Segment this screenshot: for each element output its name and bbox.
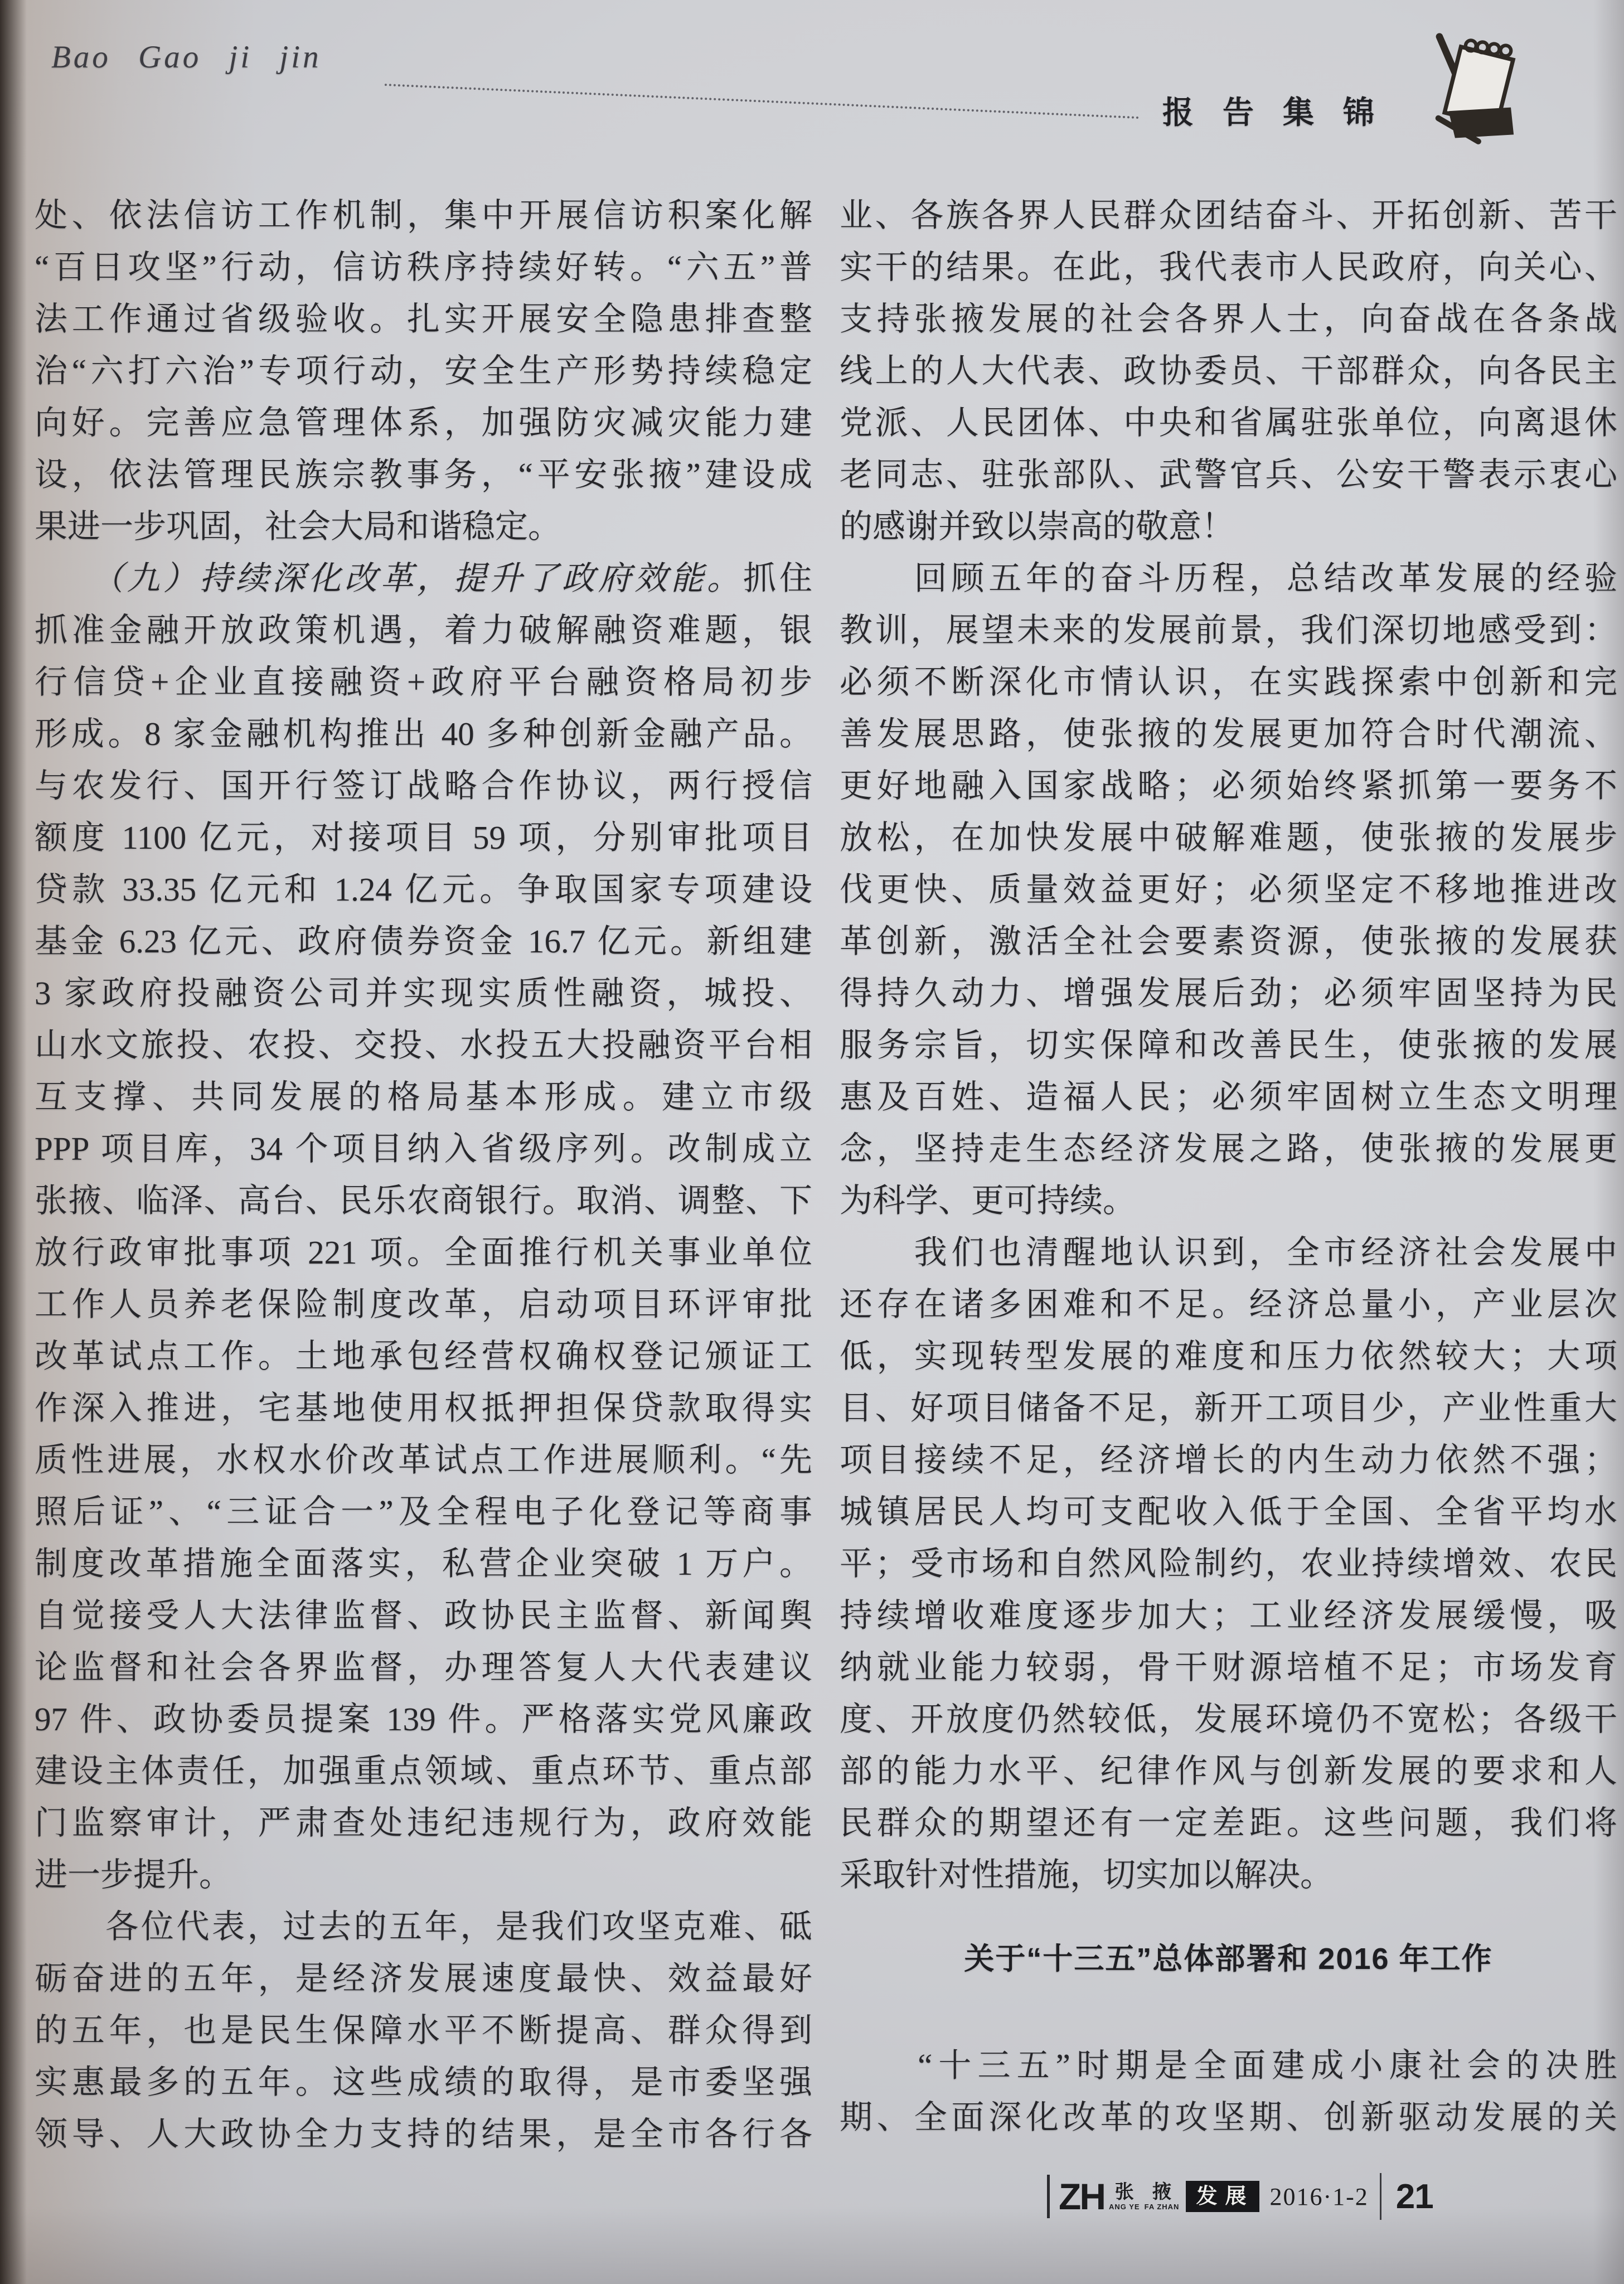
text-line: 期、全面深化改革的攻坚期、创新驱动发展的关 [840, 2099, 1617, 2136]
text-line: 领导、人大政协全力支持的结果，是全市各行各 [35, 2116, 812, 2152]
text-line: 念，坚持走生态经济发展之路，使张掖的发展更 [840, 1130, 1617, 1167]
journal-logo-box: 发展 [1186, 2181, 1259, 2212]
text-line: 还存在诸多困难和不足。经济总量小，产业层次 [840, 1286, 1617, 1323]
text-line: 支持张掖发展的社会各界人士，向奋战在各条战 [840, 301, 1617, 337]
text-line: 放行政审批事项 221 项。全面推行机关事业单位 [35, 1234, 812, 1271]
text-line: 果进一步巩固，社会大局和谐稳定。 [35, 508, 561, 545]
text-line: 城镇居民人均可支配收入低于全国、全省平均水 [840, 1493, 1617, 1530]
text-line: 向好。完善应急管理体系，加强防灾减灾能力建 [35, 404, 812, 441]
text-line: 照后证”、“三证合一”及全程电子化登记等商事 [35, 1493, 812, 1530]
text-line: 作深入推进，宅基地使用权抵押担保贷款取得实 [35, 1390, 812, 1426]
paragraph-lines [840, 190, 1617, 1901]
text-line: 工作人员养老保险制度改革，启动项目环评审批 [35, 1286, 812, 1323]
logo-pinyin: ANG YE [1108, 2203, 1140, 2211]
text-line: 业、各族各界人民群众团结奋斗、开拓创新、苦干 [840, 197, 1617, 234]
text-line: 善发展思路，使张掖的发展更加符合时代潮流、 [840, 715, 1617, 752]
page-number: 21 [1395, 2177, 1433, 2216]
text-line: 更好地融入国家战略；必须始终紧抓第一要务不 [840, 767, 1617, 804]
text-line: 持续增收难度逐步加大；工业经济发展缓慢，吸 [840, 1597, 1617, 1634]
journal-logo-char [1109, 2183, 1140, 2210]
text-line: 处、依法信访工作机制，集中开展信访积案化解 [35, 197, 812, 234]
text-line: 度、开放度仍然较低，发展环境仍不宽松；各级干 [840, 1701, 1617, 1738]
right-column [840, 190, 1617, 2143]
text-line: 改革试点工作。土地承包经营权确权登记颁证工 [35, 1338, 812, 1375]
logo-hanzi: 张 [1114, 2181, 1134, 2203]
text-line: 形成。8 家金融机构推出 40 多种创新金融产品。 [35, 715, 812, 752]
text-line: 回顾五年的奋斗历程，总结改革发展的经验 [840, 560, 1617, 597]
text-line: 为科学、更可持续。 [840, 1182, 1136, 1219]
text-line: 项目接续不足，经济增长的内生动力依然不强； [840, 1441, 1617, 1478]
text-line: 制度改革措施全面落实，私营企业突破 1 万户。 [35, 1545, 812, 1582]
text-line: 教训，展望未来的发展前景，我们深切地感受到： [840, 612, 1617, 649]
text-line: 目、好项目储备不足，新开工项目少，产业性重大 [840, 1390, 1617, 1426]
text-line: 97 件、政协委员提案 139 件。严格落实党风廉政 [35, 1701, 812, 1738]
text-line: 平；受市场和自然风险制约，农业持续增效、农民 [840, 1545, 1617, 1582]
text-line: 与农发行、国开行签订战略合作协议，两行授信 [35, 767, 812, 804]
text-line: 实干的结果。在此，我代表市人民政府，向关心、 [840, 249, 1617, 286]
text-line: 基金 6.23 亿元、政府债券资金 16.7 亿元。新组建 [35, 923, 812, 960]
text-line: 伐更快、质量效益更好；必须坚定不移地推进改 [840, 871, 1617, 908]
text-line: 质性进展，水权水价改革试点工作进展顺利。“先 [35, 1441, 812, 1478]
page-header-title: 报告集锦 [1162, 95, 1403, 130]
footer-divider-bar [1047, 2175, 1050, 2218]
text-line: 老同志、驻张部队、武警官兵、公安干警表示衷心 [840, 456, 1617, 493]
text-line: 惠及百姓、造福人民；必须牢固树立生态文明理 [840, 1078, 1617, 1115]
text-line: 山水文旅投、农投、交投、水投五大投融资平台相 [35, 1027, 812, 1063]
issue-number: 2016·1-2 [1269, 2183, 1369, 2210]
paragraph-lines [35, 190, 812, 2160]
text-line: 党派、人民团体、中央和省属驻张单位，向离退休 [840, 404, 1617, 441]
text-line: PPP 项目库，34 个项目纳入省级序列。改制成立 [35, 1130, 812, 1167]
paragraph-lines [840, 2040, 1617, 2143]
text-line: 3 家政府投融资公司并实现实质性融资，城投、 [35, 975, 812, 1012]
journal-logo-char [1145, 2183, 1180, 2210]
text-line: 采取针对性措施，切实加以解决。 [840, 1856, 1334, 1893]
text-line: 纳就业能力较弱，骨干财源培植不足；市场发育 [840, 1649, 1617, 1686]
text-line: 进一步提升。 [35, 1856, 232, 1893]
text-line: 治“六打六治”专项行动，安全生产形势持续稳定 [35, 352, 812, 389]
text-line: 各位代表，过去的五年，是我们攻坚克难、砥 [35, 1908, 812, 1945]
logo-hanzi: 掖 [1152, 2181, 1172, 2203]
text-line: 论监督和社会各界监督，办理答复人大代表建议 [35, 1649, 812, 1686]
text-line: 的五年，也是民生保障水平不断提高、群众得到 [35, 2012, 812, 2049]
dotted-divider [385, 84, 1140, 119]
text-line: 部的能力水平、纪律作风与创新发展的要求和人 [840, 1753, 1617, 1789]
kai-section-lead: （九）持续深化改革，提升了政府效能。 [35, 560, 743, 597]
text-line: 张掖、临泽、高台、民乐农商银行。取消、调整、下 [35, 1182, 812, 1219]
text-line: “百日攻坚”行动，信访秩序持续好转。“六五”普 [35, 249, 812, 286]
text-line: 互支撑、共同发展的格局基本形成。建立市级 [35, 1078, 812, 1115]
text-line: 额度 1100 亿元，对接项目 59 项，分别审批项目 [35, 819, 812, 856]
left-column [35, 190, 812, 2160]
text-line: 设，依法管理民族宗教事务，“平安张掖”建设成 [35, 456, 812, 493]
section-heading: 关于“十三五”总体部署和 2016 年工作 [964, 1942, 1493, 1976]
logo-pinyin: FA ZHAN [1144, 2203, 1180, 2211]
footer-divider-bar [1380, 2173, 1381, 2220]
text-line: 民群众的期望还有一定差距。这些问题，我们将 [840, 1804, 1617, 1841]
text-line: 建设主体责任，加强重点领域、重点环节、重点部 [35, 1753, 812, 1789]
text-line: 法工作通过省级验收。扎实开展安全隐患排查整 [35, 301, 812, 337]
text-line: “十三五”时期是全面建成小康社会的决胜 [840, 2047, 1617, 2084]
text-line: 服务宗旨，切实保障和改善民生，使张掖的发展 [840, 1027, 1617, 1063]
journal-logo-prefix: ZH [1059, 2176, 1104, 2217]
footer [1047, 2166, 1433, 2227]
text-line: 的感谢并致以崇高的敬意！ [840, 508, 1235, 545]
text-line: 必须不断深化市情认识，在实践探索中创新和完 [840, 664, 1617, 700]
text-line: 贷款 33.35 亿元和 1.24 亿元。争取国家专项建设 [35, 871, 812, 908]
text-line: 放松，在加快发展中破解难题，使张掖的发展步 [840, 819, 1617, 856]
text-line: 自觉接受人大法律监督、政协民主监督、新闻舆 [35, 1597, 812, 1634]
text-line: 行信贷+企业直接融资+政府平台融资格局初步 [35, 664, 812, 700]
text-line: 门监察审计，严肃查处违纪违规行为，政府效能 [35, 1804, 812, 1841]
text-line: 实惠最多的五年。这些成绩的取得，是市委坚强 [35, 2064, 812, 2101]
text-line: 砺奋进的五年，是经济发展速度最快、效益最好 [35, 1960, 812, 1997]
text-line: 低，实现转型发展的难度和压力依然较大；大项 [840, 1338, 1617, 1375]
text-line: 我们也清醒地认识到，全市经济社会发展中 [840, 1234, 1617, 1271]
text-line: 得持久动力、增强发展后劲；必须牢固坚持为民 [840, 975, 1617, 1012]
masthead-pinyin: Bao Gao ji jin [51, 40, 322, 75]
text-line: 抓准金融开放政策机遇，着力破解融资难题，银 [35, 612, 812, 649]
text-line: 线上的人大代表、政协委员、干部群众，向各民主 [840, 352, 1617, 389]
text-line: （九）持续深化改革，提升了政府效能。抓住 [35, 560, 812, 597]
notebook-pencil-icon [1417, 23, 1534, 146]
text-line: 革创新，激活全社会要素资源，使张掖的发展获 [840, 923, 1617, 960]
